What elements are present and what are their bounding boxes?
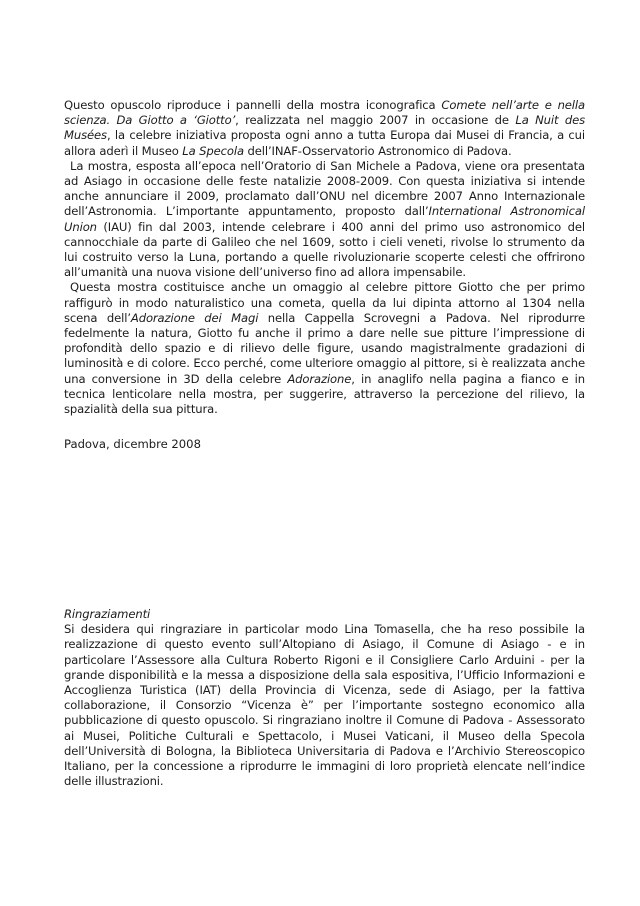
intro-paragraph-1 [64, 98, 585, 159]
text-run: (IAU) fin dal 2003, intende celebrare i 400 anni del primo uso astronomico del cannocchiale da parte di Galileo che nel 1609, sotto i cieli veneti, rivolse lo strumento da lui costruito verso la Luna, portando a quelle rivoluzionarie scoperte celesti che offrirono all’umanità una nuova visione dell’universo fino ad allora impensabile. [64, 219, 585, 280]
acknowledgements-section [64, 607, 585, 789]
text-run: nella Cappella Scrovegni a Padova. Nel riprodurre fedelmente la natura, Giotto fu anche il primo a dare nelle sue pitture l’impressione di profondità dello spazio e di rilievo delle figure, usando magistralmente gradazioni di luminosità e di colore. Ecco perché, come ulteriore omaggio al pittore, si è realizzata anche una conversione in 3D della celebre [64, 310, 585, 386]
acknowledgements-title: Ringraziamenti [64, 607, 151, 621]
intro-paragraph-3 [64, 280, 585, 417]
acknowledgements-body: Si desidera qui ringraziare in particolar modo Lina Tomasella, che ha reso possibile la realizzazione di questo evento sull’Altopiano di Asiago, il Comune di Asiago - e in particolare l’Assessore alla Cultura Roberto Rigoni e il Consigliere Carlo Arduini - per la grande disponibilità e la messa a disposizione della sala espositiva, l’Ufficio Informazioni e Accoglienza Turistica (IAT) della Provincia di Vicenza, sede di Asiago, per la fattiva collaborazione, il Consorzio “Vicenza è” per l’importante sostegno economico alla pubblicazione di questo opuscolo. Si ringraziano inoltre il Comune di Padova - Assessorato ai Musei, Politiche Culturali e Spettacolo, i Musei Vaticani, il Museo della Specola dell’Università di Bologna, la Biblioteca Universitaria di Padova e l’Archivio Stereoscopico Italiano, per la concessione a riprodurre le immagini di loro proprietà elencate nell’indice delle illustrazioni. [64, 622, 585, 789]
italic-run: La Specola [182, 143, 244, 158]
text-run: Questa mostra costituisce anche un omaggio al celebre pittore Giotto che per primo raffigurò in modo naturalistico una cometa, quella da lui dipinta attorno al 1304 nella scena dell’ [64, 280, 585, 325]
italic-run: Adorazione dei Magi [130, 310, 259, 325]
text-run: Questo opuscolo riproduce i pannelli della mostra iconografica [64, 98, 442, 112]
italic-run: La Nuit des Musées [64, 113, 586, 143]
text-run: dell’INAF-Osservatorio Astronomico di Padova. [243, 143, 512, 158]
text-run: , la celebre iniziativa proposta ogni anno a tutta Europa dai Musei di Francia, a cui allora aderì il Museo [64, 128, 585, 158]
intro-section [64, 98, 585, 417]
text-run: , realizzata nel maggio 2007 in occasione de [235, 113, 516, 128]
text-run: La mostra, esposta all’epoca nell’Oratorio di San Michele a Padova, viene ora presentata ad Asiago in occasione delle feste natalizie 2008-2009. Con questa iniziativa si intende anche annunciare il 2009, proclamato dall’ONU nel dicembre 2007 Anno Internazionale dell’Astronomia. L’importante appuntamento, proposto dall’ [64, 158, 585, 219]
dateline: Padova, dicembre 2008 [64, 437, 201, 451]
text-run: , in anaglifo nella pagina a fianco e in tecnica lenticolare nella mostra, per suggerire, attraverso la percezione del rilievo, la spazialità della sua pittura. [64, 371, 586, 417]
italic-run: Comete nell’arte e nella scienza. Da Giotto a ‘Giotto’ [64, 98, 585, 128]
intro-paragraph-2 [64, 159, 585, 281]
italic-run: Adorazione [287, 371, 352, 386]
italic-run: International Astronomical Union [64, 204, 585, 234]
